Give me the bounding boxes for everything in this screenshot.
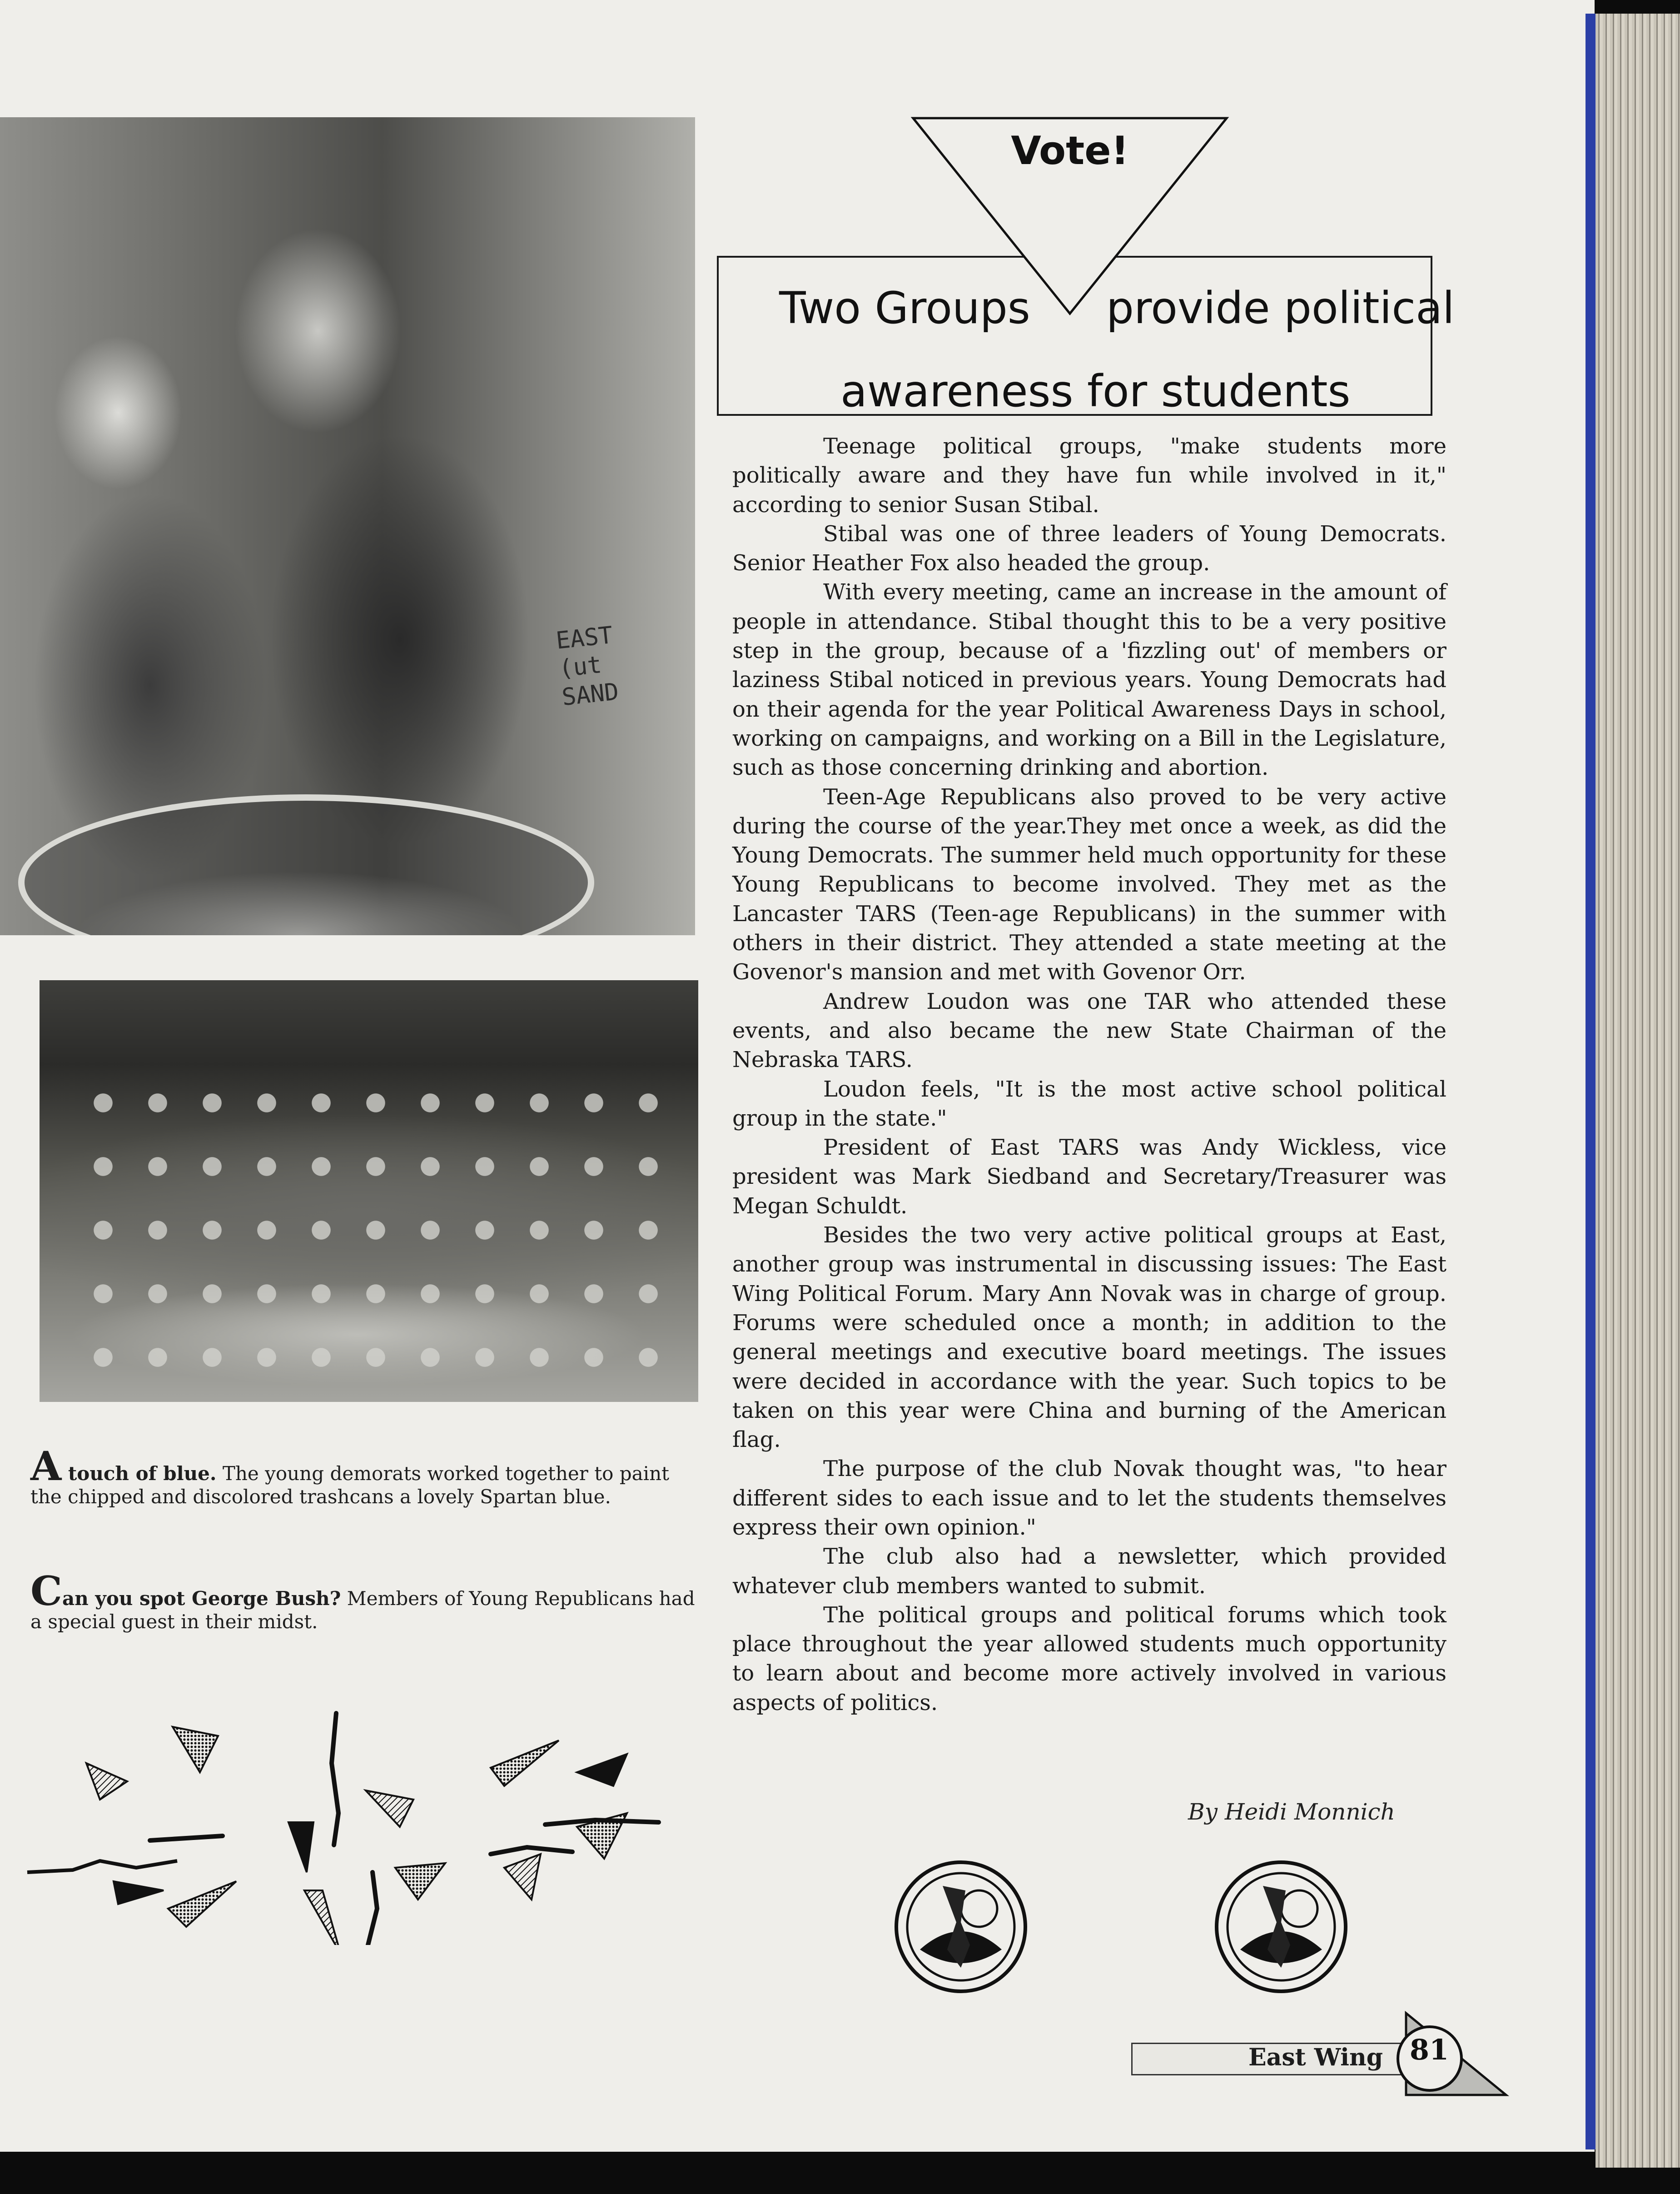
shard-shape [168, 1881, 236, 1927]
byline: By Heidi Monnich [1188, 1799, 1395, 1825]
spartan-seal-icon [1213, 1859, 1349, 1995]
caption-touch-of-blue [30, 1442, 703, 1508]
can-scrawl: EAST (ut SAND [554, 621, 620, 711]
group-members [76, 1071, 685, 1389]
article-paragraph: Loudon feels, "It is the most active school political group in the state." [732, 1076, 1446, 1131]
spartan-seal-icon [893, 1859, 1029, 1995]
article-paragraph: Stibal was one of three leaders of Young Democrats. Senior Heather Fox also headed the group. [732, 521, 1446, 576]
jagged-line [332, 1713, 338, 1845]
article-paragraph: The purpose of the club Novak thought was, "to hear different sides to each issue and to let the students themselves express their own opinion." [732, 1456, 1446, 1540]
trashcan-rim [18, 794, 594, 935]
shard-shape [504, 1854, 541, 1900]
caption-lead: an you spot George Bush? [62, 1587, 341, 1610]
article-paragraph: With every meeting, came an increase in the amount of people in attendance. Stibal thought this to be a very positive step in the group, because of a 'fizzling out' of members or laziness Stibal noticed in previous years. Young Democrats had on their agenda for the year Political Awareness Days in school, working on campaigns, and working on a Bill in the Legislature, such as those concerning drinking and abortion. [732, 579, 1446, 781]
caption-initial: C [30, 1567, 63, 1615]
shard-shape [114, 1881, 164, 1904]
caption-lead: touch of blue. [61, 1462, 217, 1485]
zigzag-line [27, 1861, 177, 1872]
caption-initial: A [30, 1442, 62, 1490]
page-number: 81 [1409, 2033, 1449, 2066]
group-photo [40, 980, 698, 1402]
binding-edge [1586, 14, 1596, 2149]
shard-shape [304, 1890, 341, 1945]
caption-text: Members of Young Republicans had a special guest in their midst. [30, 1587, 695, 1633]
decorative-shards [23, 1709, 713, 1945]
article-body [732, 432, 1446, 1717]
page-stack-edge [1596, 14, 1680, 2168]
jagged-line [150, 1836, 223, 1840]
article-paragraph: President of East TARS was Andy Wickless, vice president was Mark Siedband and Secretary/Treasurer was Megan Schuldt. [732, 1135, 1446, 1219]
jagged-line [491, 1847, 572, 1854]
article-paragraph: Andrew Loudon was one TAR who attended these events, and also became the new State Chairman of the Nebraska TARS. [732, 988, 1446, 1073]
trashcan-painting-photo [0, 117, 695, 935]
jagged-line [368, 1872, 377, 1945]
caption-text: The young demorats worked together to paint the chipped and discolored trashcans a lovely Spartan blue. [30, 1462, 669, 1508]
shard-shape [288, 1822, 313, 1872]
footer-section-label: East Wing [1248, 2044, 1383, 2071]
article-paragraph: The club also had a newsletter, which provided whatever club members wanted to submit. [732, 1544, 1446, 1599]
shard-shape [366, 1790, 413, 1827]
article-paragraph: Teenage political groups, "make students more politically aware and they have fun while involved in it," according to senior Susan Stibal. [732, 434, 1446, 518]
caption-george-bush [30, 1567, 703, 1633]
shard-shape [395, 1863, 445, 1900]
headline-part1: Two Groups [779, 283, 1030, 334]
headline-part3: awareness for students [840, 366, 1351, 417]
article-paragraph: Teen-Age Republicans also proved to be very active during the course of the year.They met once a week, as did the Young Democrats. The summer held much opportunity for these Young Republicans to become involved. They met as the Lancaster TARS (Teen-age Republicans) in the summer with others in their district. They attended a state meeting at the Govenor's mansion and met with Govenor Orr. [732, 784, 1446, 985]
shard-shape [491, 1740, 559, 1786]
article-paragraph: Besides the two very active political groups at East, another group was instrumental in discussing issues: The East Wing Political Forum. Mary Ann Novak was in charge of group. Forums were scheduled once a month; in addition to the general meetings and executive board meetings. The issues were decided in accordance with the year. Such topics to be taken on this year were China and burning of the American flag. [732, 1222, 1446, 1453]
shard-shape [86, 1763, 127, 1800]
article-paragraph: The political groups and political forums which took place throughout the year allowed students much opportunity to learn about and become more actively involved in various aspects of politics. [732, 1602, 1446, 1715]
headline-part2: provide political [1106, 283, 1455, 334]
shard-shape [173, 1727, 218, 1772]
vote-kicker: Vote! [1011, 128, 1129, 174]
shard-shape [577, 1754, 627, 1786]
